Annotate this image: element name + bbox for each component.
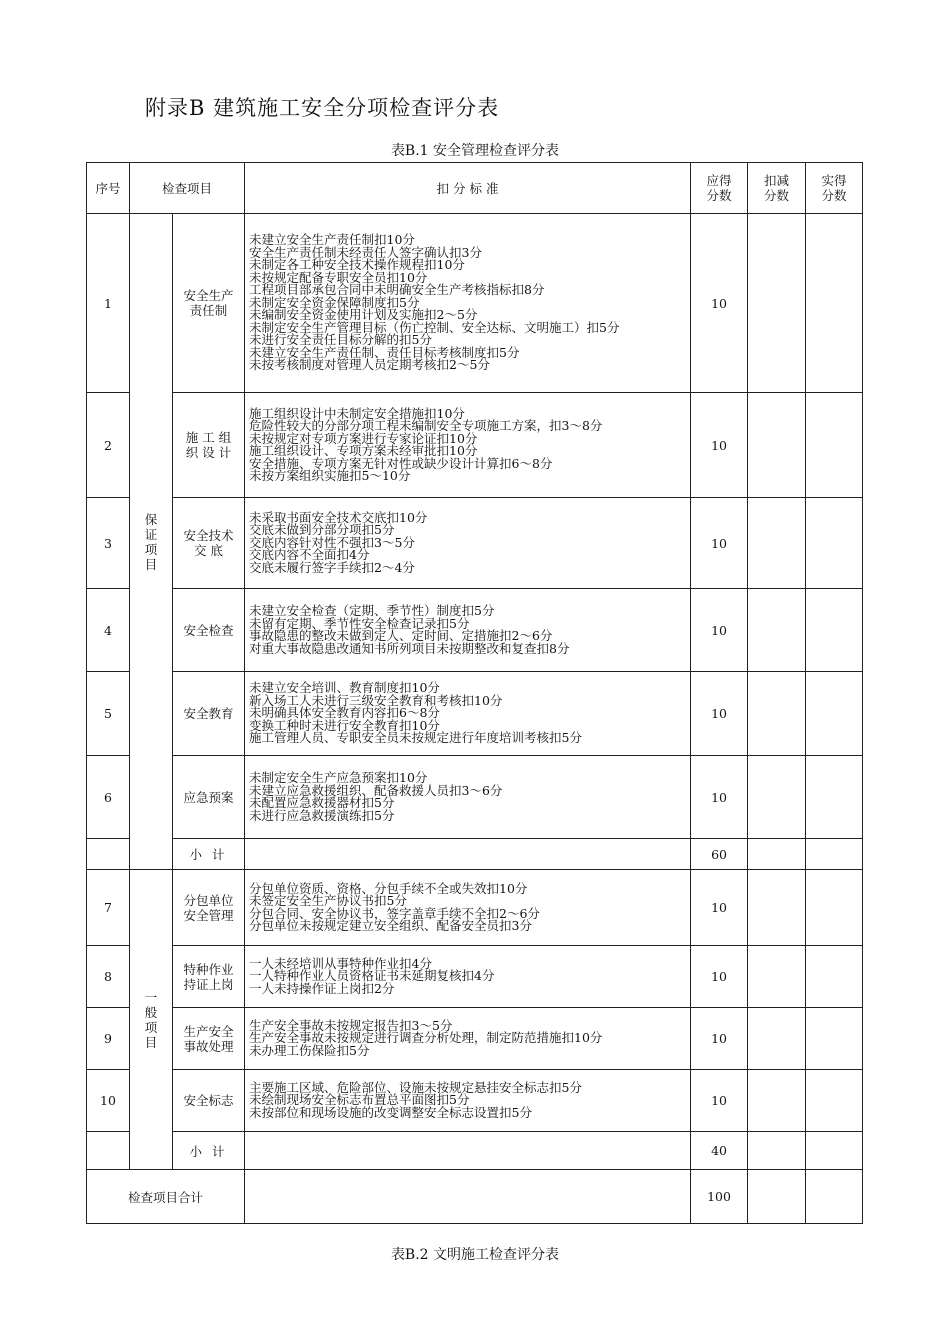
total-row — [87, 1170, 863, 1224]
check-item — [173, 214, 245, 393]
criteria-line: 交底内容不全面扣4分 — [249, 547, 370, 563]
subtotal-value: 60 — [691, 839, 748, 870]
row-number: 7 — [87, 870, 130, 946]
page-title: 附录B 建筑施工安全分项检查评分表 — [145, 96, 500, 120]
subtotal-label: 小 计 — [173, 1132, 245, 1170]
criteria-line: 未采取书面安全技术交底扣10分 — [249, 509, 428, 525]
check-item — [173, 393, 245, 498]
check-item — [173, 498, 245, 589]
criteria-line: 安全生产责任制未经责任人签字确认扣3分 — [249, 244, 482, 260]
subtotal-deduct-cell[interactable] — [748, 1132, 806, 1170]
category-char: 项 — [144, 541, 158, 557]
check-item-line: 织 设 计 — [185, 445, 232, 460]
check-item-line: 安全检查 — [183, 622, 234, 638]
check-item — [173, 1070, 245, 1132]
criteria-line: 主要施工区域、危险部位、设施未按规定悬挂安全标志扣5分 — [249, 1079, 582, 1095]
deduction-criteria — [245, 393, 691, 498]
header-no: 序号 — [87, 163, 130, 214]
deduction-criteria — [245, 498, 691, 589]
check-item-line: 交 底 — [194, 543, 223, 558]
total-actual-cell[interactable] — [806, 1170, 863, 1224]
due-score: 10 — [691, 870, 748, 946]
criteria-line: 未制定安全生产应急预案扣10分 — [249, 770, 428, 785]
category-char: 目 — [144, 1034, 158, 1050]
deduct-score-cell[interactable] — [748, 946, 806, 1008]
due-score: 10 — [691, 1008, 748, 1070]
criteria-line: 事故隐患的整改未做到定人、定时间、定措施扣2～6分 — [249, 628, 553, 643]
deduct-score-cell[interactable] — [748, 498, 806, 589]
table-row — [87, 393, 863, 498]
due-score: 10 — [691, 672, 748, 756]
criteria-line: 安全措施、专项方案无针对性或缺少设计计算扣6～8分 — [249, 455, 553, 471]
deduction-criteria — [245, 214, 691, 393]
criteria-line: 未建立安全生产责任制扣10分 — [249, 232, 415, 248]
deduction-criteria — [245, 870, 691, 946]
criteria-line: 未制定安全资金保障制度扣5分 — [249, 294, 420, 310]
deduction-criteria — [245, 1070, 691, 1132]
subtotal-criteria-cell — [245, 839, 691, 870]
criteria-line: 未留有定期、季节性安全检查记录扣5分 — [249, 615, 470, 631]
header-actual-score — [806, 163, 863, 214]
category-char: 项 — [144, 1019, 158, 1035]
criteria-line: 生产安全事故未按规定报告扣3～5分 — [249, 1017, 453, 1033]
criteria-line: 未建立应急救援组织、配备救援人员扣3～6分 — [249, 782, 503, 798]
criteria-line: 对重大事故隐患改通知书所列项目未按期整改和复查扣8分 — [249, 640, 570, 656]
criteria-line: 一人未持操作证上岗扣2分 — [249, 980, 395, 996]
criteria-line: 未制定安全生产管理目标（伤亡控制、安全达标、文明施工）扣5分 — [249, 319, 620, 335]
criteria-line: 未建立安全培训、教育制度扣10分 — [249, 680, 440, 696]
check-item-line: 特种作业 — [183, 961, 234, 977]
row-number: 4 — [87, 589, 130, 672]
safety-management-score-table — [86, 162, 863, 1224]
deduction-criteria — [245, 946, 691, 1008]
criteria-line: 变换工种时未进行安全教育扣10分 — [249, 717, 440, 733]
table-caption-b1: 表B.1 安全管理检查评分表 — [390, 143, 560, 159]
category-char: 般 — [144, 1004, 158, 1020]
category-char: 目 — [144, 556, 158, 572]
criteria-line: 一人未经培训从事特种作业扣4分 — [249, 955, 432, 971]
row-number: 8 — [87, 946, 130, 1008]
criteria-line: 施工管理人员、专职安全员未按规定进行年度培训考核扣5分 — [249, 730, 582, 746]
check-item-line: 安全教育 — [183, 706, 234, 721]
subtotal-criteria-cell — [245, 1132, 691, 1170]
due-score: 10 — [691, 498, 748, 589]
check-item — [173, 672, 245, 756]
category-guarantee — [130, 214, 173, 870]
table-caption-b2: 表B.2 文明施工检查评分表 — [390, 1247, 560, 1263]
subtotal-row — [87, 1132, 863, 1170]
category-char: 证 — [144, 526, 158, 542]
deduct-score-cell[interactable] — [748, 870, 806, 946]
deduct-score-cell[interactable] — [748, 589, 806, 672]
header-deduct-line-2: 分数 — [764, 188, 790, 203]
header-item: 检查项目 — [130, 163, 245, 214]
criteria-line: 未制定各工种安全技术操作规程扣10分 — [249, 257, 465, 273]
table-row — [87, 672, 863, 756]
criteria-line: 未按方案组织实施扣5～10分 — [249, 468, 411, 483]
row-number: 9 — [87, 1008, 130, 1070]
actual-score-cell[interactable] — [806, 1008, 863, 1070]
check-item-line: 安全生产 — [183, 288, 234, 303]
criteria-line: 生产安全事故未按规定进行调查分析处理，制定防范措施扣10分 — [249, 1030, 603, 1046]
check-item-line: 分包单位 — [183, 892, 234, 908]
header-criteria: 扣 分 标 准 — [245, 163, 691, 214]
criteria-line: 交底未做到分部分项扣5分 — [249, 522, 395, 538]
row-number: 10 — [87, 1070, 130, 1132]
subtotal-value: 40 — [691, 1132, 748, 1170]
check-item-line: 责任制 — [189, 303, 228, 318]
criteria-line: 未按部位和现场设施的改变调整安全标志设置扣5分 — [249, 1104, 532, 1120]
actual-score-cell[interactable] — [806, 946, 863, 1008]
deduct-score-cell[interactable] — [748, 393, 806, 498]
subtotal-deduct-cell[interactable] — [748, 839, 806, 870]
row-number: 2 — [87, 393, 130, 498]
table-row — [87, 756, 863, 839]
check-item-line: 施 工 组 — [185, 430, 232, 445]
deduct-score-cell[interactable] — [748, 756, 806, 839]
row-number: 6 — [87, 756, 130, 839]
header-due-score — [691, 163, 748, 214]
table-row — [87, 946, 863, 1008]
table-row — [87, 870, 863, 946]
subtotal-label: 小 计 — [173, 839, 245, 870]
category-char: 保 — [144, 511, 158, 527]
header-deduct-score — [748, 163, 806, 214]
actual-score-cell[interactable] — [806, 756, 863, 839]
table-row — [87, 1008, 863, 1070]
criteria-line: 分包合同、安全协议书，签字盖章手续不全扣2～6分 — [249, 905, 540, 921]
criteria-line: 危险性较大的分部分项工程未编制安全专项施工方案，扣3～8分 — [249, 418, 603, 433]
subtotal-no-cell — [87, 839, 130, 870]
criteria-line: 未签定安全生产协议书扣5分 — [249, 893, 407, 908]
check-item — [173, 946, 245, 1008]
actual-score-cell[interactable] — [806, 393, 863, 498]
table-row — [87, 214, 863, 393]
deduction-criteria — [245, 1008, 691, 1070]
table-row — [87, 1070, 863, 1132]
actual-score-cell[interactable] — [806, 672, 863, 756]
criteria-line: 施工组织设计、专项方案未经审批扣10分 — [249, 443, 478, 458]
header-due-line-1: 应得 — [706, 173, 732, 188]
subtotal-actual-cell[interactable] — [806, 1132, 863, 1170]
criteria-line: 未编制安全资金使用计划及实施扣2～5分 — [249, 307, 478, 323]
criteria-line: 分包单位未按规定建立安全组织、配备安全员扣3分 — [249, 918, 532, 933]
category-general — [130, 870, 173, 1170]
row-number: 5 — [87, 672, 130, 756]
check-item-line: 安全标志 — [183, 1093, 234, 1108]
actual-score-cell[interactable] — [806, 214, 863, 393]
deduction-criteria — [245, 589, 691, 672]
due-score: 10 — [691, 214, 748, 393]
check-item-line: 安全管理 — [183, 907, 234, 923]
criteria-line: 分包单位资质、资格、分包手续不全或失效扣10分 — [249, 880, 528, 896]
criteria-line: 未按规定配备专职安全员扣10分 — [249, 269, 428, 285]
criteria-line: 未绘制现场安全标志布置总平面图扣5分 — [249, 1092, 470, 1108]
total-deduct-cell[interactable] — [748, 1170, 806, 1224]
criteria-line: 一人特种作业人员资格证书未延期复核扣4分 — [249, 968, 495, 984]
actual-score-cell[interactable] — [806, 498, 863, 589]
header-row — [87, 163, 863, 214]
deduct-score-cell[interactable] — [748, 1008, 806, 1070]
check-item-line: 生产安全 — [183, 1023, 234, 1039]
criteria-line: 未办理工伤保险扣5分 — [249, 1042, 370, 1058]
criteria-line: 未按考核制度对管理人员定期考核扣2～5分 — [249, 357, 490, 373]
subtotal-actual-cell[interactable] — [806, 839, 863, 870]
criteria-line: 未明确具体安全教育内容扣6～8分 — [249, 705, 440, 721]
criteria-line: 未建立安全生产责任制、责任目标考核制度扣5分 — [249, 344, 520, 360]
header-actual-line-1: 实得 — [821, 173, 847, 188]
check-item — [173, 589, 245, 672]
total-value: 100 — [691, 1170, 748, 1224]
criteria-line: 交底未履行签字手续扣2～4分 — [249, 559, 415, 575]
criteria-line: 施工组织设计中未制定安全措施扣10分 — [249, 405, 465, 421]
deduction-criteria — [245, 756, 691, 839]
criteria-line: 工程项目部承包合同中未明确安全生产考核指标扣8分 — [249, 282, 545, 298]
criteria-line: 未进行安全责任目标分解的扣5分 — [249, 332, 432, 348]
deduct-score-cell[interactable] — [748, 1070, 806, 1132]
due-score: 10 — [691, 756, 748, 839]
total-criteria-cell — [245, 1170, 691, 1224]
due-score: 10 — [691, 393, 748, 498]
header-due-line-2: 分数 — [706, 188, 732, 203]
check-item — [173, 756, 245, 839]
check-item — [173, 870, 245, 946]
check-item — [173, 1008, 245, 1070]
criteria-line: 未按规定对专项方案进行专家论证扣10分 — [249, 430, 478, 446]
row-number: 1 — [87, 214, 130, 393]
actual-score-cell[interactable] — [806, 870, 863, 946]
check-item-line: 应急预案 — [183, 789, 234, 805]
row-number: 3 — [87, 498, 130, 589]
criteria-line: 未进行应急救援演练扣5分 — [249, 807, 395, 823]
due-score: 10 — [691, 946, 748, 1008]
due-score: 10 — [691, 1070, 748, 1132]
subtotal-row — [87, 839, 863, 870]
criteria-line: 未配置应急救援器材扣5分 — [249, 795, 395, 810]
check-item-line: 事故处理 — [183, 1038, 234, 1054]
deduct-score-cell[interactable] — [748, 672, 806, 756]
check-item-line: 持证上岗 — [183, 976, 234, 992]
deduction-criteria — [245, 672, 691, 756]
header-deduct-line-1: 扣减 — [764, 173, 790, 188]
criteria-line: 交底内容针对性不强扣3～5分 — [249, 534, 415, 550]
subtotal-no-cell — [87, 1132, 130, 1170]
deduct-score-cell[interactable] — [748, 214, 806, 393]
total-label: 检查项目合计 — [87, 1170, 245, 1224]
check-item-line: 安全技术 — [183, 528, 234, 543]
actual-score-cell[interactable] — [806, 589, 863, 672]
criteria-line: 未建立安全检查（定期、季节性）制度扣5分 — [249, 603, 495, 618]
category-char: 一 — [144, 989, 158, 1005]
table-row — [87, 589, 863, 672]
table-row — [87, 498, 863, 589]
actual-score-cell[interactable] — [806, 1070, 863, 1132]
due-score: 10 — [691, 589, 748, 672]
criteria-line: 新入场工人未进行三级安全教育和考核扣10分 — [249, 692, 503, 708]
header-actual-line-2: 分数 — [821, 188, 847, 203]
